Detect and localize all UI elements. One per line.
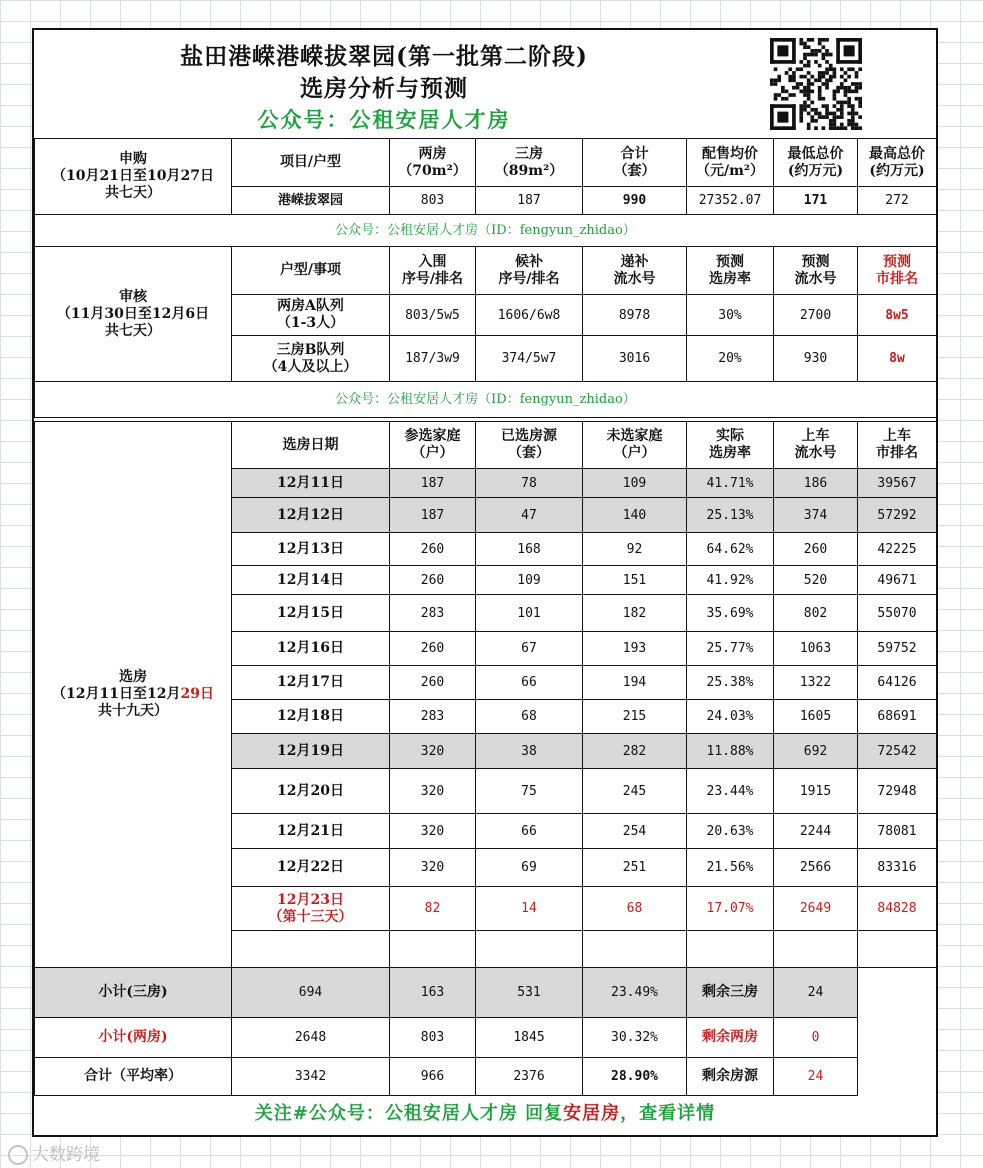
selection-date: 12月11日 <box>232 469 390 498</box>
selection-cell: 72948 <box>858 769 937 814</box>
sheet <box>32 28 938 1137</box>
selection-cell: 66 <box>476 814 583 849</box>
audit-cell: 1606/6w8 <box>476 295 583 336</box>
selection-cell: 151 <box>583 566 687 595</box>
summary-label: 合计（平均率） <box>35 1058 232 1096</box>
title-line-1: 盐田港嵘港嵘拔翠园(第一批第二阶段) <box>180 43 588 70</box>
selection-cell: 57292 <box>858 498 937 533</box>
audit-header: 候补 序号/排名 <box>476 247 583 295</box>
summary-cell: 23.49% <box>583 968 687 1018</box>
selection-header: 参选家庭 （户） <box>390 422 476 469</box>
selection-stage-days: 共十九天） <box>98 703 168 719</box>
qr-code-icon <box>770 38 862 130</box>
selection-cell: 182 <box>583 595 687 632</box>
selection-cell: 78 <box>476 469 583 498</box>
selection-date: 12月22日 <box>232 849 390 887</box>
selection-cell: 68 <box>583 887 687 931</box>
remaining-label: 剩余三房 <box>687 968 774 1018</box>
selection-date: 12月18日 <box>232 700 390 734</box>
empty-cell <box>774 931 858 968</box>
remaining-label: 剩余房源 <box>687 1058 774 1096</box>
selection-cell: 101 <box>476 595 583 632</box>
selection-cell: 260 <box>390 632 476 666</box>
summary-label: 小计(三房) <box>35 968 232 1018</box>
audit-cell: 3016 <box>583 336 687 382</box>
selection-cell: 802 <box>774 595 858 632</box>
apply-stage-days: 共七天） <box>105 185 161 201</box>
selection-date: 12月17日 <box>232 666 390 700</box>
selection-cell: 64126 <box>858 666 937 700</box>
selection-cell: 245 <box>583 769 687 814</box>
apply-header: 三房 （89m²） <box>476 139 583 187</box>
selection-cell: 374 <box>774 498 858 533</box>
audit-stage-dates: （11月30日至12月6日 <box>56 305 210 322</box>
summary-cell: 3342 <box>232 1058 390 1096</box>
audit-cell: 2700 <box>774 295 858 336</box>
selection-cell: 283 <box>390 700 476 734</box>
selection-cell: 84828 <box>858 887 937 931</box>
subtitle-account: 公众号：公租安居人才房 <box>257 107 511 132</box>
selection-header: 未选家庭 （户） <box>583 422 687 469</box>
remaining-value: 24 <box>774 968 858 1018</box>
selection-cell: 11.88% <box>687 734 774 769</box>
corner-logo-text: 大数跨境 <box>32 1145 100 1165</box>
selection-cell: 83316 <box>858 849 937 887</box>
empty-cell <box>858 931 937 968</box>
summary-cell: 803 <box>390 1018 476 1058</box>
apply-header: 两房 （70m²） <box>390 139 476 187</box>
empty-cell <box>232 931 390 968</box>
apply-header: 合计 （套） <box>583 139 687 187</box>
selection-cell: 67 <box>476 632 583 666</box>
selection-cell: 1063 <box>774 632 858 666</box>
audit-stage-days: 共七天） <box>105 322 161 339</box>
audit-header: 预测 选房率 <box>687 247 774 295</box>
audit-cell: 30% <box>687 295 774 336</box>
selection-cell: 187 <box>390 498 476 533</box>
empty-cell <box>583 931 687 968</box>
footer-banner <box>34 1093 936 1135</box>
selection-header: 实际 选房率 <box>687 422 774 469</box>
selection-date: 12月21日 <box>232 814 390 849</box>
apply-cell: 187 <box>476 187 583 215</box>
selection-cell: 55070 <box>858 595 937 632</box>
selection-cell: 1322 <box>774 666 858 700</box>
selection-cell: 14 <box>476 887 583 931</box>
selection-cell: 82 <box>390 887 476 931</box>
selection-date: 12月16日 <box>232 632 390 666</box>
title-line-2: 选房分析与预测 <box>300 75 468 102</box>
audit-cell: 20% <box>687 336 774 382</box>
remaining-value: 24 <box>774 1058 858 1096</box>
selection-cell: 1605 <box>774 700 858 734</box>
selection-cell: 66 <box>476 666 583 700</box>
apply-stage-cell <box>35 139 232 215</box>
selection-cell: 109 <box>583 469 687 498</box>
audit-stage-title: 审核 <box>119 288 147 305</box>
selection-cell: 25.13% <box>687 498 774 533</box>
selection-header: 上车 流水号 <box>774 422 858 469</box>
selection-cell: 140 <box>583 498 687 533</box>
selection-cell: 520 <box>774 566 858 595</box>
selection-stage-dates-prefix: （12月11日至12月 <box>52 686 181 702</box>
summary-cell: 28.90% <box>583 1058 687 1096</box>
selection-cell: 1915 <box>774 769 858 814</box>
audit-header: 入围 序号/排名 <box>390 247 476 295</box>
summary-cell: 2376 <box>476 1058 583 1096</box>
selection-cell: 75 <box>476 769 583 814</box>
selection-cell: 320 <box>390 734 476 769</box>
selection-cell: 21.56% <box>687 849 774 887</box>
selection-cell: 193 <box>583 632 687 666</box>
audit-header: 递补 流水号 <box>583 247 687 295</box>
selection-cell: 260 <box>390 666 476 700</box>
selection-date: 12月14日 <box>232 566 390 595</box>
apply-header: 项目/户型 <box>232 139 390 187</box>
selection-cell: 39567 <box>858 469 937 498</box>
selection-cell: 69 <box>476 849 583 887</box>
selection-cell: 23.44% <box>687 769 774 814</box>
selection-header: 已选房源 （套） <box>476 422 583 469</box>
summary-cell: 694 <box>232 968 390 1018</box>
selection-cell: 68 <box>476 700 583 734</box>
selection-cell: 215 <box>583 700 687 734</box>
selection-date: 12月20日 <box>232 769 390 814</box>
selection-cell: 282 <box>583 734 687 769</box>
selection-cell: 260 <box>774 533 858 566</box>
selection-header: 选房日期 <box>232 422 390 469</box>
watermark-row: 公众号：公租安居人才房（ID：fengyun_zhidao） <box>35 382 937 418</box>
selection-cell: 251 <box>583 849 687 887</box>
selection-cell: 35.69% <box>687 595 774 632</box>
selection-cell: 49671 <box>858 566 937 595</box>
selection-cell: 187 <box>390 469 476 498</box>
audit-cell: 8w <box>858 336 937 382</box>
selection-stage-title: 选房 <box>119 669 147 685</box>
selection-table <box>34 421 937 1096</box>
summary-cell: 2648 <box>232 1018 390 1058</box>
selection-cell: 25.38% <box>687 666 774 700</box>
selection-stage-dates-end: 29日 <box>180 686 214 702</box>
selection-header: 上车 市排名 <box>858 422 937 469</box>
footer-text-2: ，查看详情 <box>620 1103 716 1124</box>
audit-header: 预测 市排名 <box>858 247 937 295</box>
selection-cell: 254 <box>583 814 687 849</box>
selection-cell: 20.63% <box>687 814 774 849</box>
selection-cell: 283 <box>390 595 476 632</box>
remaining-label: 剩余两房 <box>687 1018 774 1058</box>
selection-cell: 109 <box>476 566 583 595</box>
empty-cell <box>476 931 583 968</box>
summary-label: 小计(两房) <box>35 1018 232 1058</box>
apply-cell: 272 <box>858 187 937 215</box>
summary-cell: 163 <box>390 968 476 1018</box>
selection-cell: 692 <box>774 734 858 769</box>
selection-date: 12月12日 <box>232 498 390 533</box>
audit-header: 预测 流水号 <box>774 247 858 295</box>
selection-cell: 194 <box>583 666 687 700</box>
selection-cell: 186 <box>774 469 858 498</box>
apply-cell: 27352.07 <box>687 187 774 215</box>
selection-stage-cell <box>35 422 232 968</box>
selection-cell: 168 <box>476 533 583 566</box>
selection-cell: 38 <box>476 734 583 769</box>
selection-cell: 260 <box>390 566 476 595</box>
apply-table <box>34 138 937 247</box>
selection-cell: 41.71% <box>687 469 774 498</box>
selection-date: 12月15日 <box>232 595 390 632</box>
selection-date: 12月23日 （第十三天） <box>232 887 390 931</box>
header <box>34 30 936 139</box>
empty-cell <box>390 931 476 968</box>
selection-cell: 2244 <box>774 814 858 849</box>
apply-stage-title: 申购 <box>119 151 147 167</box>
logo-icon <box>8 1145 28 1165</box>
selection-date: 12月19日 <box>232 734 390 769</box>
queue-label: 两房A队列 （1-3人） <box>232 295 390 336</box>
summary-cell: 966 <box>390 1058 476 1096</box>
selection-cell: 24.03% <box>687 700 774 734</box>
selection-stage-dates <box>35 686 231 703</box>
audit-cell: 187/3w9 <box>390 336 476 382</box>
apply-cell: 171 <box>774 187 858 215</box>
audit-stage-cell <box>35 247 232 382</box>
summary-cell: 1845 <box>476 1018 583 1058</box>
apply-header: 最高总价 (约万元) <box>858 139 937 187</box>
selection-cell: 59752 <box>858 632 937 666</box>
summary-cell: 531 <box>476 968 583 1018</box>
summary-cell: 30.32% <box>583 1018 687 1058</box>
footer-keyword: 安居房 <box>563 1103 621 1124</box>
footer-text-1: 关注#公众号：公租安居人才房 回复 <box>254 1103 564 1124</box>
selection-cell: 72542 <box>858 734 937 769</box>
selection-cell: 260 <box>390 533 476 566</box>
selection-cell: 320 <box>390 769 476 814</box>
selection-cell: 2649 <box>774 887 858 931</box>
selection-cell: 92 <box>583 533 687 566</box>
audit-header: 户型/事项 <box>232 247 390 295</box>
selection-cell: 320 <box>390 814 476 849</box>
watermark-row: 公众号：公租安居人才房（ID：fengyun_zhidao） <box>35 215 937 247</box>
selection-cell: 2566 <box>774 849 858 887</box>
selection-cell: 17.07% <box>687 887 774 931</box>
audit-cell: 374/5w7 <box>476 336 583 382</box>
apply-header: 最低总价 (约万元) <box>774 139 858 187</box>
queue-label: 三房B队列 （4人及以上） <box>232 336 390 382</box>
selection-cell: 47 <box>476 498 583 533</box>
corner-logo <box>8 1140 100 1165</box>
remaining-value: 0 <box>774 1018 858 1058</box>
apply-stage-dates: （10月21日至10月27日 <box>52 168 214 184</box>
selection-cell: 78081 <box>858 814 937 849</box>
audit-cell: 8w5 <box>858 295 937 336</box>
selection-cell: 25.77% <box>687 632 774 666</box>
selection-cell: 320 <box>390 849 476 887</box>
audit-cell: 803/5w5 <box>390 295 476 336</box>
apply-header: 配售均价 （元/m²） <box>687 139 774 187</box>
apply-cell: 990 <box>583 187 687 215</box>
project-name: 港嵘拔翠园 <box>232 187 390 215</box>
selection-cell: 68691 <box>858 700 937 734</box>
audit-table <box>34 246 937 418</box>
selection-date: 12月13日 <box>232 533 390 566</box>
selection-cell: 42225 <box>858 533 937 566</box>
apply-cell: 803 <box>390 187 476 215</box>
audit-cell: 930 <box>774 336 858 382</box>
audit-cell: 8978 <box>583 295 687 336</box>
empty-cell <box>687 931 774 968</box>
selection-cell: 41.92% <box>687 566 774 595</box>
selection-cell: 64.62% <box>687 533 774 566</box>
